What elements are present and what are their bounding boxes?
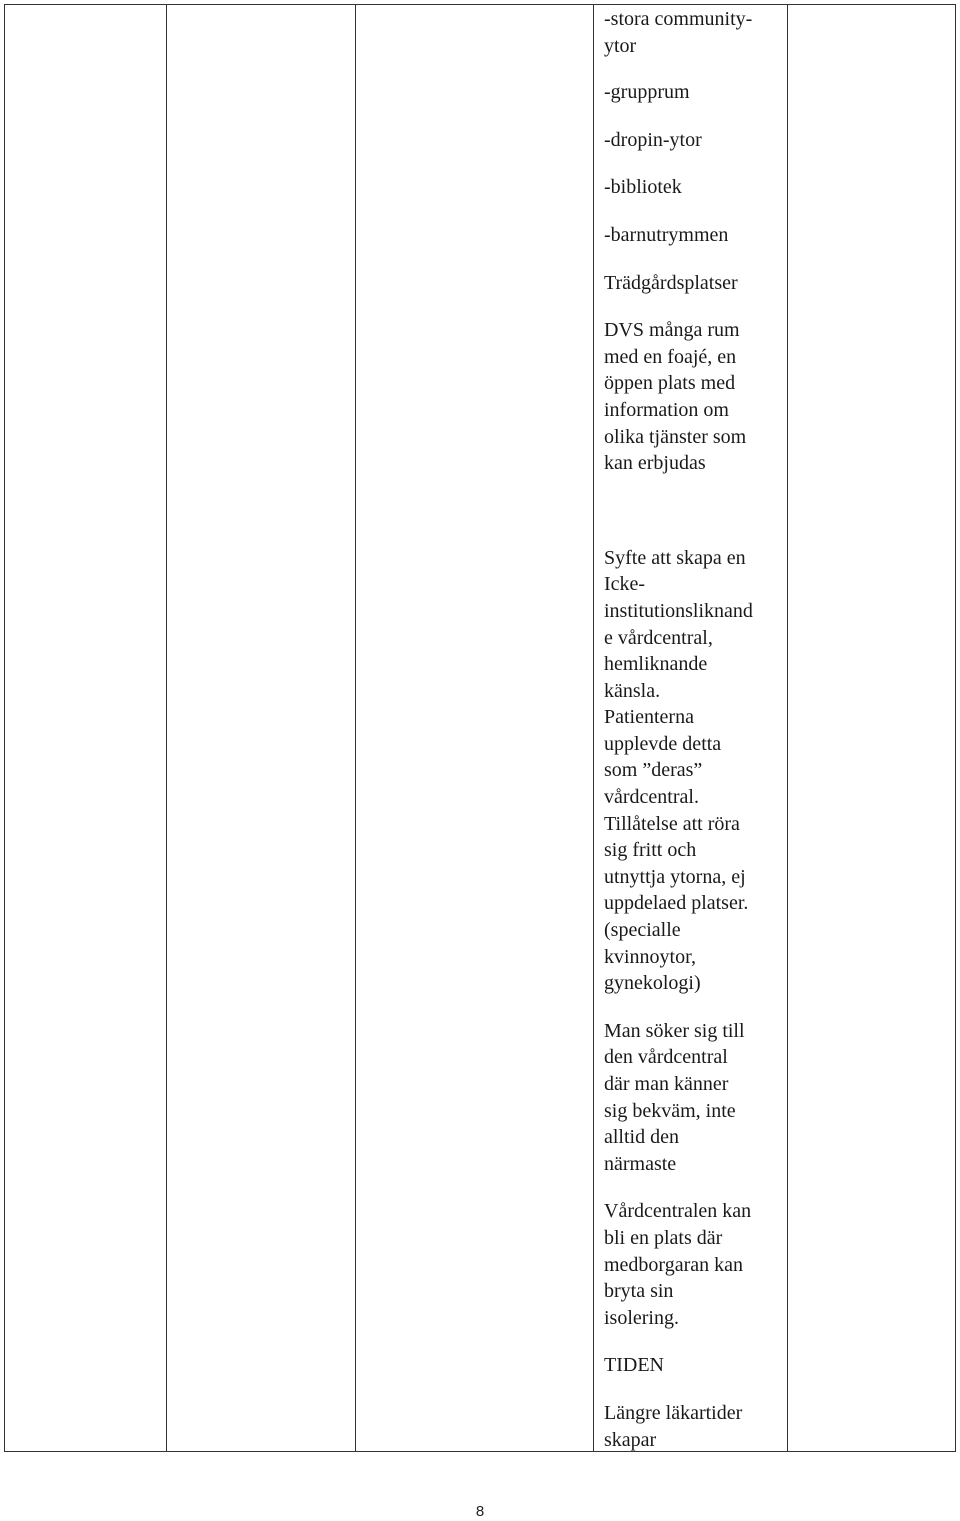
cell-paragraph-man-soker: Man söker sig till den vårdcentral där man känner sig bekväm, inte alltid den närmaste [604,1019,745,1175]
cell-paragraph-tiden: TIDEN [604,1354,664,1377]
cell-paragraph-barnutrymmen: -barnutrymmen [604,223,729,246]
cell-paragraph-tradgardsplatser: Trädgårdsplatser [604,271,738,294]
cell-paragraph-dvs-manga-rum: DVS många rum med en foajé, en öppen plats med information om olika tjänster som kan erbjudas [604,319,747,475]
table-column-divider-3 [593,4,594,1452]
table-column-divider-2 [355,4,356,1452]
cell-paragraph-stora-community-ytor: -stora community- ytor [604,8,753,57]
cell-paragraph-langre-lakartider: Längre läkartider skapar [604,1401,743,1451]
cell-paragraph-grupprum: -grupprum [604,81,690,104]
table-cell-text [604,6,782,1453]
table-column-divider-4 [787,4,788,1452]
table-column-divider-1 [166,4,167,1452]
document-table [4,4,956,1452]
cell-paragraph-syfte: Syfte att skapa en Icke- institutionsliknand e vårdcentral, hemliknande känsla. Patienterna upplevde detta som ”deras” vårdcentral. Tillåtelse att röra sig fritt och utnyttja ytorna, ej uppdelaed platser. (specialle kvinnoytor, gynekologi) [604,546,753,995]
page-number: 8 [475,1503,485,1520]
cell-paragraph-dropin-ytor: -dropin-ytor [604,128,702,151]
cell-paragraph-vardcentralen-kan: Vårdcentralen kan bli en plats där medborgaran kan bryta sin isolering. [604,1200,752,1329]
cell-paragraph-bibliotek: -bibliotek [604,176,682,199]
